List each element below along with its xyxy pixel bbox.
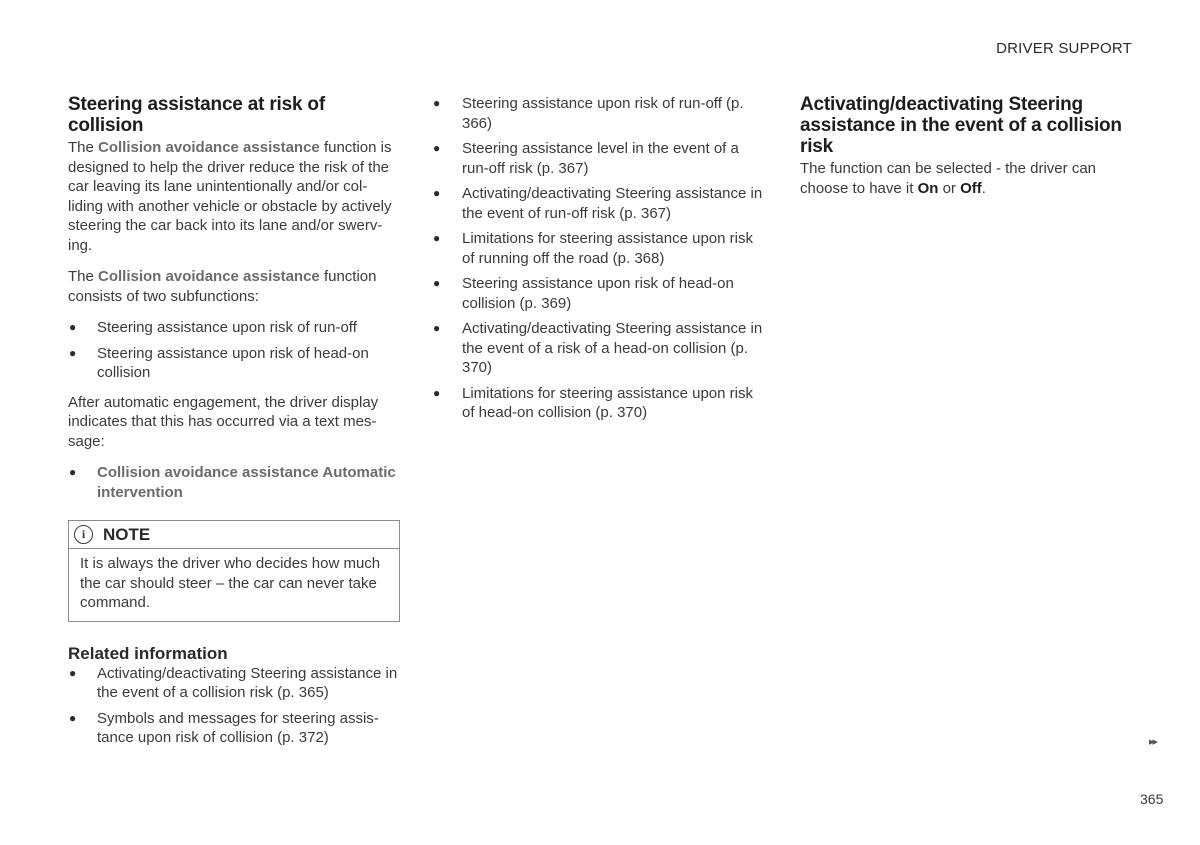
cross-reference-list [432, 94, 767, 423]
bullet-icon: ● [69, 320, 77, 334]
bullet-icon: ● [69, 465, 77, 479]
text-run: function is designed to help the driver reduce the risk of the car leaving its lane unintentionally and/or col-liding with another vehicle or obstacle by actively steering the car back into its lane and/or swerv-ing. [68, 139, 392, 254]
cross-reference-link[interactable] [432, 94, 767, 133]
info-icon: i [74, 525, 93, 544]
term-collision-avoidance: Collision avoidance assistance [98, 139, 320, 156]
bullet-icon: ● [433, 96, 441, 110]
list-item-text: Symbols and messages for steering assis-tance upon risk of collision (p. 372) [97, 709, 379, 746]
bullet-icon: ● [433, 385, 441, 400]
related-link[interactable] [68, 664, 401, 703]
list-item [68, 463, 401, 502]
engagement-paragraph: After automatic engagement, the driver display indicates that this has occurred via a text mes-sage: [68, 393, 379, 450]
cross-reference-link[interactable] [432, 319, 767, 378]
cross-reference-link[interactable] [432, 229, 767, 268]
term-collision-avoidance: Collision avoidance assistance [98, 268, 320, 285]
column-left [68, 94, 401, 758]
message-list [68, 463, 401, 502]
list-item-text: Steering assistance upon risk of head-on collision (p. 369) [462, 275, 734, 312]
section-header: DRIVER SUPPORT [996, 40, 1132, 57]
subfunctions-paragraph [68, 267, 401, 306]
list-item-text: Limitations for steering assistance upon risk of running off the road (p. 368) [462, 230, 753, 267]
note-box [68, 520, 400, 622]
note-title: NOTE [103, 524, 151, 544]
list-item [68, 318, 401, 338]
cross-reference-link[interactable] [432, 274, 767, 313]
bullet-icon: ● [433, 186, 441, 200]
text-run: The function can be selected - the driver can choose to have it [800, 160, 1097, 197]
bullet-icon: ● [433, 276, 441, 290]
related-list [68, 664, 401, 748]
cross-reference-link[interactable] [432, 139, 767, 178]
text-run: . [981, 179, 986, 197]
list-item-text: Activating/deactivating Steering assistance in the event of a risk of a head-on collision (p. 370) [462, 320, 763, 376]
list-item-text: Steering assistance upon risk of head-on collision [97, 344, 369, 381]
continue-arrow-icon: ▸▸ [1149, 736, 1157, 748]
text-run: or [938, 179, 961, 197]
driver-display-message: Collision avoidance assistance Automatic intervention [97, 464, 396, 501]
selection-paragraph [800, 159, 1140, 198]
bullet-icon: ● [69, 710, 77, 725]
column-right [800, 94, 1140, 210]
list-item-text: Steering assistance upon risk of run-off [97, 319, 357, 336]
note-header [69, 521, 399, 549]
subfunction-list [68, 318, 401, 383]
text-run: function consists of two subfunctions: [68, 268, 377, 305]
option-on: On [917, 179, 939, 197]
page-number: 365 [1140, 791, 1164, 807]
related-link[interactable] [68, 709, 401, 748]
list-item [68, 344, 401, 383]
text-run: The [68, 139, 99, 156]
option-off: Off [960, 179, 982, 197]
bullet-icon: ● [69, 345, 77, 360]
list-item-text: Steering assistance level in the event of a run-off risk (p. 367) [462, 140, 739, 177]
note-text: It is always the driver who decides how much the car should steer – the car can never take command. [80, 555, 381, 611]
note-body [69, 549, 399, 621]
list-item-text: Limitations for steering assistance upon risk of head-on collision (p. 370) [462, 384, 753, 421]
column-middle [432, 94, 767, 433]
related-information-heading: Related information [68, 643, 228, 663]
article-title: Activating/deactivating Steering assistance in the event of a collision risk [800, 94, 1122, 157]
bullet-icon: ● [433, 231, 441, 245]
bullet-icon: ● [69, 665, 77, 680]
intro-paragraph [68, 138, 401, 255]
list-item-text: Activating/deactivating Steering assistance in the event of run-off risk (p. 367) [462, 185, 763, 222]
article-title: Steering assistance at risk of collision [68, 94, 325, 136]
cross-reference-link[interactable] [432, 384, 767, 423]
bullet-icon: ● [433, 141, 441, 155]
list-item-text: Activating/deactivating Steering assistance in the event of a collision risk (p. 365) [97, 664, 398, 701]
text-run: The [68, 268, 99, 285]
bullet-icon: ● [433, 321, 441, 335]
cross-reference-link[interactable] [432, 184, 767, 223]
list-item-text: Steering assistance upon risk of run-off (p. 366) [462, 95, 744, 132]
